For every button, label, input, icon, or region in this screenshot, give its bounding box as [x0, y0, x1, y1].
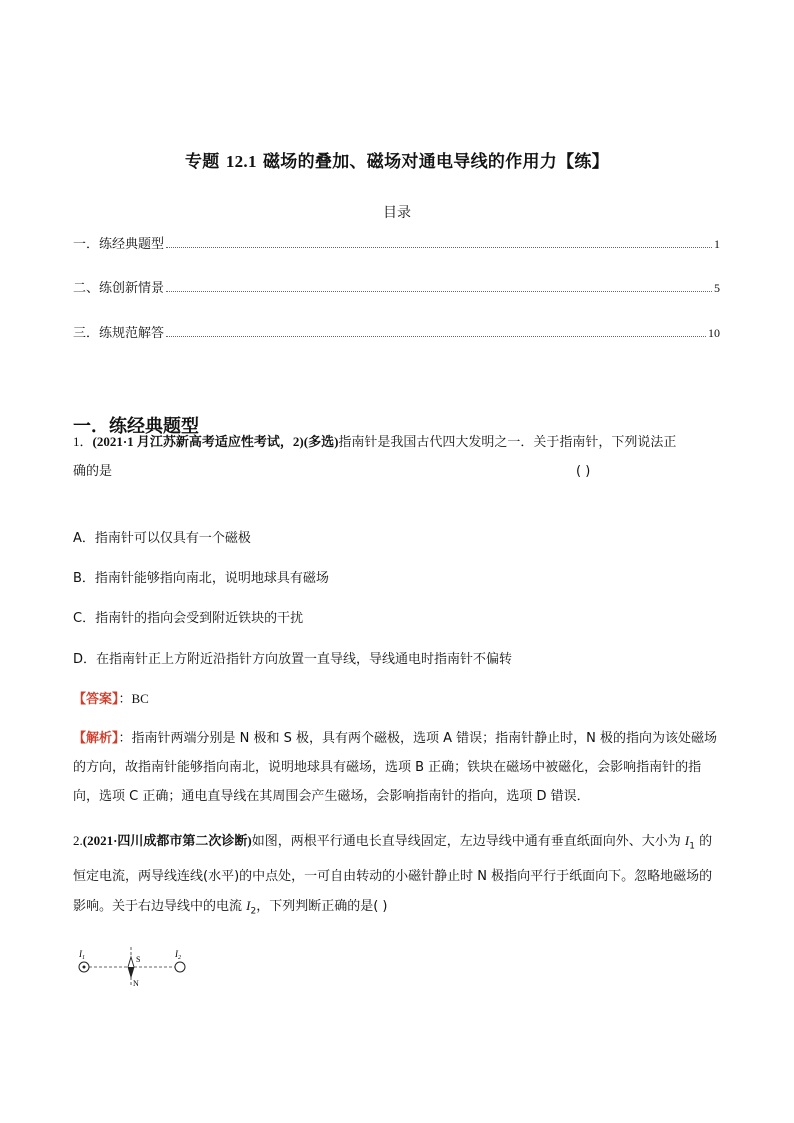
toc-leader-dots	[166, 336, 706, 337]
question-2-stem	[73, 826, 721, 926]
toc-entry-label: 二、练创新情景	[73, 281, 165, 296]
option-a: A．指南针可以仅具有一个磁极	[73, 531, 251, 546]
question-source: (2021·四川成都市第二次诊断)	[82, 833, 252, 848]
label-i1: $I_1$	[79, 949, 85, 961]
question-source: (2021·1 月江苏新高考适应性考试，2)(多选)	[92, 434, 339, 449]
current-symbol-i2: I	[246, 897, 251, 913]
answer-bracket: ( )	[576, 464, 591, 479]
toc-entry-label: 一．练经典题型	[73, 237, 165, 252]
title-prefix: 专题	[185, 152, 220, 172]
analysis-text: ：指南针两端分别是 N 极和 S 极，具有两个磁极，选项 A 错误；指南针静止时，N 极的指向为该处磁场的方向，故指南针能够指向南北，说明地球具有磁场，选项 B 正确；铁块在磁场中被磁化，会影响指南针的指向，选项 C 正确；通电直导线在其周围会产生磁场，会影响指南针的指向，选项 D 错误．	[73, 731, 718, 804]
label-i2: $I_2$	[175, 949, 181, 961]
figure-svg	[70, 945, 210, 995]
analysis-label: 【解析】	[73, 731, 119, 746]
option-d: D．在指南针正上方附近沿指针方向放置一直导线，导线通电时指南针不偏转	[73, 652, 513, 667]
toc-entry-page: 10	[708, 326, 720, 340]
question-text: 如图，两根平行通电长直导线固定，左边导线中通有垂直纸面向外、大小为	[251, 834, 685, 849]
question-1-stem	[73, 427, 721, 486]
wire-2-circle	[175, 962, 185, 972]
current-subscript: 1	[689, 841, 695, 852]
wire-compass-figure	[70, 945, 210, 999]
wire-1-dot	[83, 966, 86, 969]
page-title	[0, 147, 794, 172]
title-number: 12.1	[225, 152, 257, 171]
question-text: 的恒定电流，两导线连线(水平)的中点处，一可自由转动的小磁针静止时 N 极指向平行于纸面向下。忽略地磁场的影响。关于右边导线中的电流	[73, 834, 713, 914]
compass-north-half	[128, 967, 134, 977]
toc-entry[interactable]	[73, 277, 720, 296]
label-s: S	[136, 955, 141, 964]
toc-entry-page: 1	[714, 237, 720, 251]
question-number: 1．	[73, 434, 93, 449]
toc-entry[interactable]	[73, 233, 720, 252]
toc-leader-dots	[166, 291, 712, 292]
current-subscript: 2	[250, 906, 257, 917]
answer-block	[73, 688, 149, 707]
toc-entry-label: 三．练规范解答	[73, 326, 165, 341]
question-text-line1: 指南针是我国古代四大发明之一．关于指南针，下列说法正	[338, 435, 677, 450]
current-symbol-i1: I	[684, 833, 690, 848]
option-c: C．指南针的指向会受到附近铁块的干扰	[73, 611, 304, 626]
question-text-line2: 确的是	[73, 464, 113, 479]
answer-label: 【答案】	[73, 692, 119, 707]
label-n: N	[133, 979, 139, 988]
answer-value: ：BC	[118, 691, 149, 706]
toc-heading: 目录	[383, 205, 411, 221]
section-heading: 一．练经典题型	[73, 416, 199, 437]
analysis-block	[73, 724, 721, 811]
title-text: 磁场的叠加、磁场对通电导线的作用力【练】	[263, 152, 609, 172]
question-text: ，下列判断正确的是( )	[256, 898, 388, 914]
toc-entry-page: 5	[714, 281, 720, 295]
option-b: B．指南针能够指向南北，说明地球具有磁场	[73, 571, 329, 586]
toc-entry[interactable]	[73, 322, 720, 341]
question-number: 2.	[73, 833, 83, 848]
toc-leader-dots	[166, 247, 712, 248]
